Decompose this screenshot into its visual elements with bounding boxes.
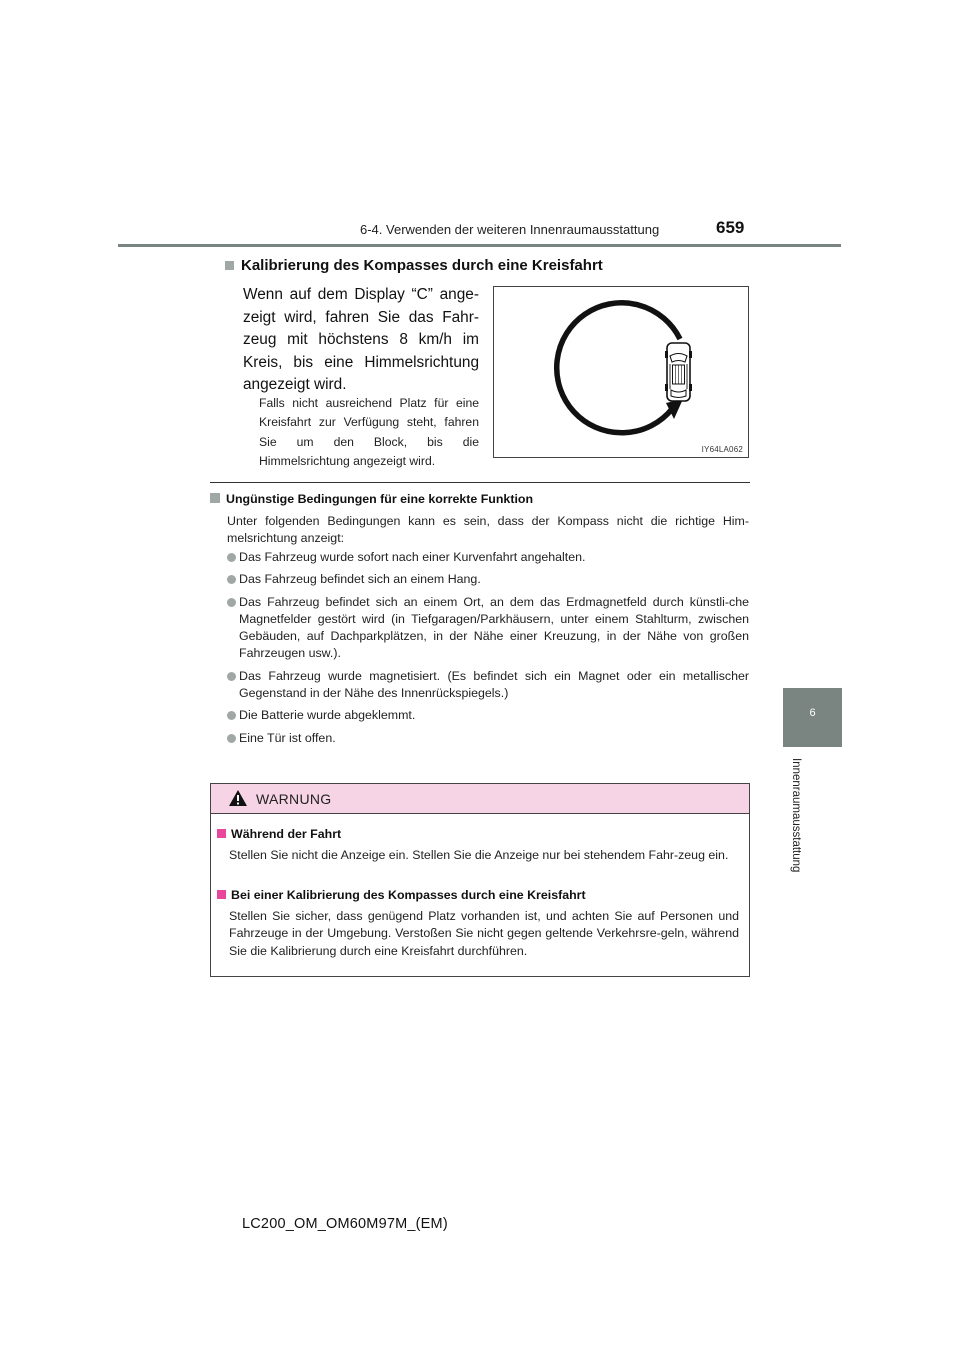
calibration-heading: Kalibrierung des Kompasses durch eine Kreisfahrt: [225, 257, 603, 274]
conditions-list: [227, 549, 749, 752]
warning-item-text: Stellen Sie sicher, dass genügend Platz vorhanden ist, und achten Sie auf Personen und Fahrzeuge in der Umgebung. Verstoßen Sie nicht gegen geltende Verkehrsre-geln, während Sie die Kalibrierung durch eine Kreisfahrt durchführen.: [229, 909, 739, 958]
bullet-dot-icon: [227, 598, 236, 607]
figure-code: IY64LA062: [701, 445, 743, 454]
list-item: Das Fahrzeug befindet sich an einem Ort, an dem das Erdmagnetfeld durch künstli-che Magnetfelder gestört wird (in Tiefgaragen/Parkhäusern, unter einem Stahlturm, zwischen Gebäuden, auf Dachparkplätzen, in der Nähe einer Kreuzung, in der Nähe von großen Fahrzeugen usw.).: [227, 594, 749, 663]
document-code: LC200_OM_OM60M97M_(EM): [242, 1216, 448, 1232]
header-rule: [118, 244, 841, 247]
square-bullet-icon: [217, 890, 226, 899]
list-item: Eine Tür ist offen.: [227, 730, 749, 747]
bullet-dot-icon: [227, 672, 236, 681]
warning-triangle-icon: [228, 789, 248, 807]
warning-item-heading: Bei einer Kalibrierung des Kompasses durch eine Kreisfahrt: [217, 888, 586, 902]
bullet-dot-icon: [227, 553, 236, 562]
circle-drive-illustration: [494, 287, 748, 457]
square-bullet-icon: [217, 829, 226, 838]
square-bullet-icon: [225, 261, 234, 270]
chapter-number: 6: [809, 707, 816, 719]
list-item: Das Fahrzeug befindet sich an einem Hang.: [227, 571, 749, 588]
bullet-dot-icon: [227, 734, 236, 743]
warning-header: [211, 784, 749, 814]
calibration-note: Falls nicht ausreichend Platz für eine Kreisfahrt zur Verfügung steht, fahren Sie um den Block, bis die Himmelsrichtung angezeigt wird.: [259, 396, 479, 468]
list-item: Die Batterie wurde abgeklemmt.: [227, 707, 749, 724]
warning-item-text: Stellen Sie nicht die Anzeige ein. Stellen Sie die Anzeige nur bei stehendem Fahr-zeug ein.: [229, 848, 729, 862]
bullet-dot-icon: [227, 575, 236, 584]
conditions-intro: Unter folgenden Bedingungen kann es sein, dass der Kompass nicht die richtige Him-melsrichtung anzeigt:: [227, 514, 749, 546]
bullet-dot-icon: [227, 711, 236, 720]
square-bullet-icon: [210, 493, 220, 503]
page-number: 659: [716, 218, 745, 237]
calibration-instructions: Wenn auf dem Display “C” ange-zeigt wird, fahren Sie das Fahr-zeug mit höchstens 8 km/h im Kreis, bis eine Himmelsrichtung angezeigt wird.: [243, 286, 479, 393]
warning-title: WARNUNG: [256, 791, 332, 807]
chapter-title: Innenraumausstattung: [790, 758, 802, 873]
conditions-heading: Ungünstige Bedingungen für eine korrekte Funktion: [210, 492, 533, 506]
car-top-view-icon: [665, 343, 692, 401]
circle-arrow-path: [557, 303, 680, 433]
list-item: Das Fahrzeug wurde magnetisiert. (Es befindet sich ein Magnet oder ein metallischer Gegenstand in der Nähe des Innenrückspiegels.): [227, 668, 749, 703]
warning-box: [210, 783, 750, 977]
running-header: 6-4. Verwenden der weiteren Innenraumausstattung: [360, 222, 660, 237]
section-divider: [210, 482, 750, 483]
circle-drive-figure: [493, 286, 749, 458]
list-item: Das Fahrzeug wurde sofort nach einer Kurvenfahrt angehalten.: [227, 549, 749, 566]
warning-item-heading: Während der Fahrt: [217, 827, 341, 841]
